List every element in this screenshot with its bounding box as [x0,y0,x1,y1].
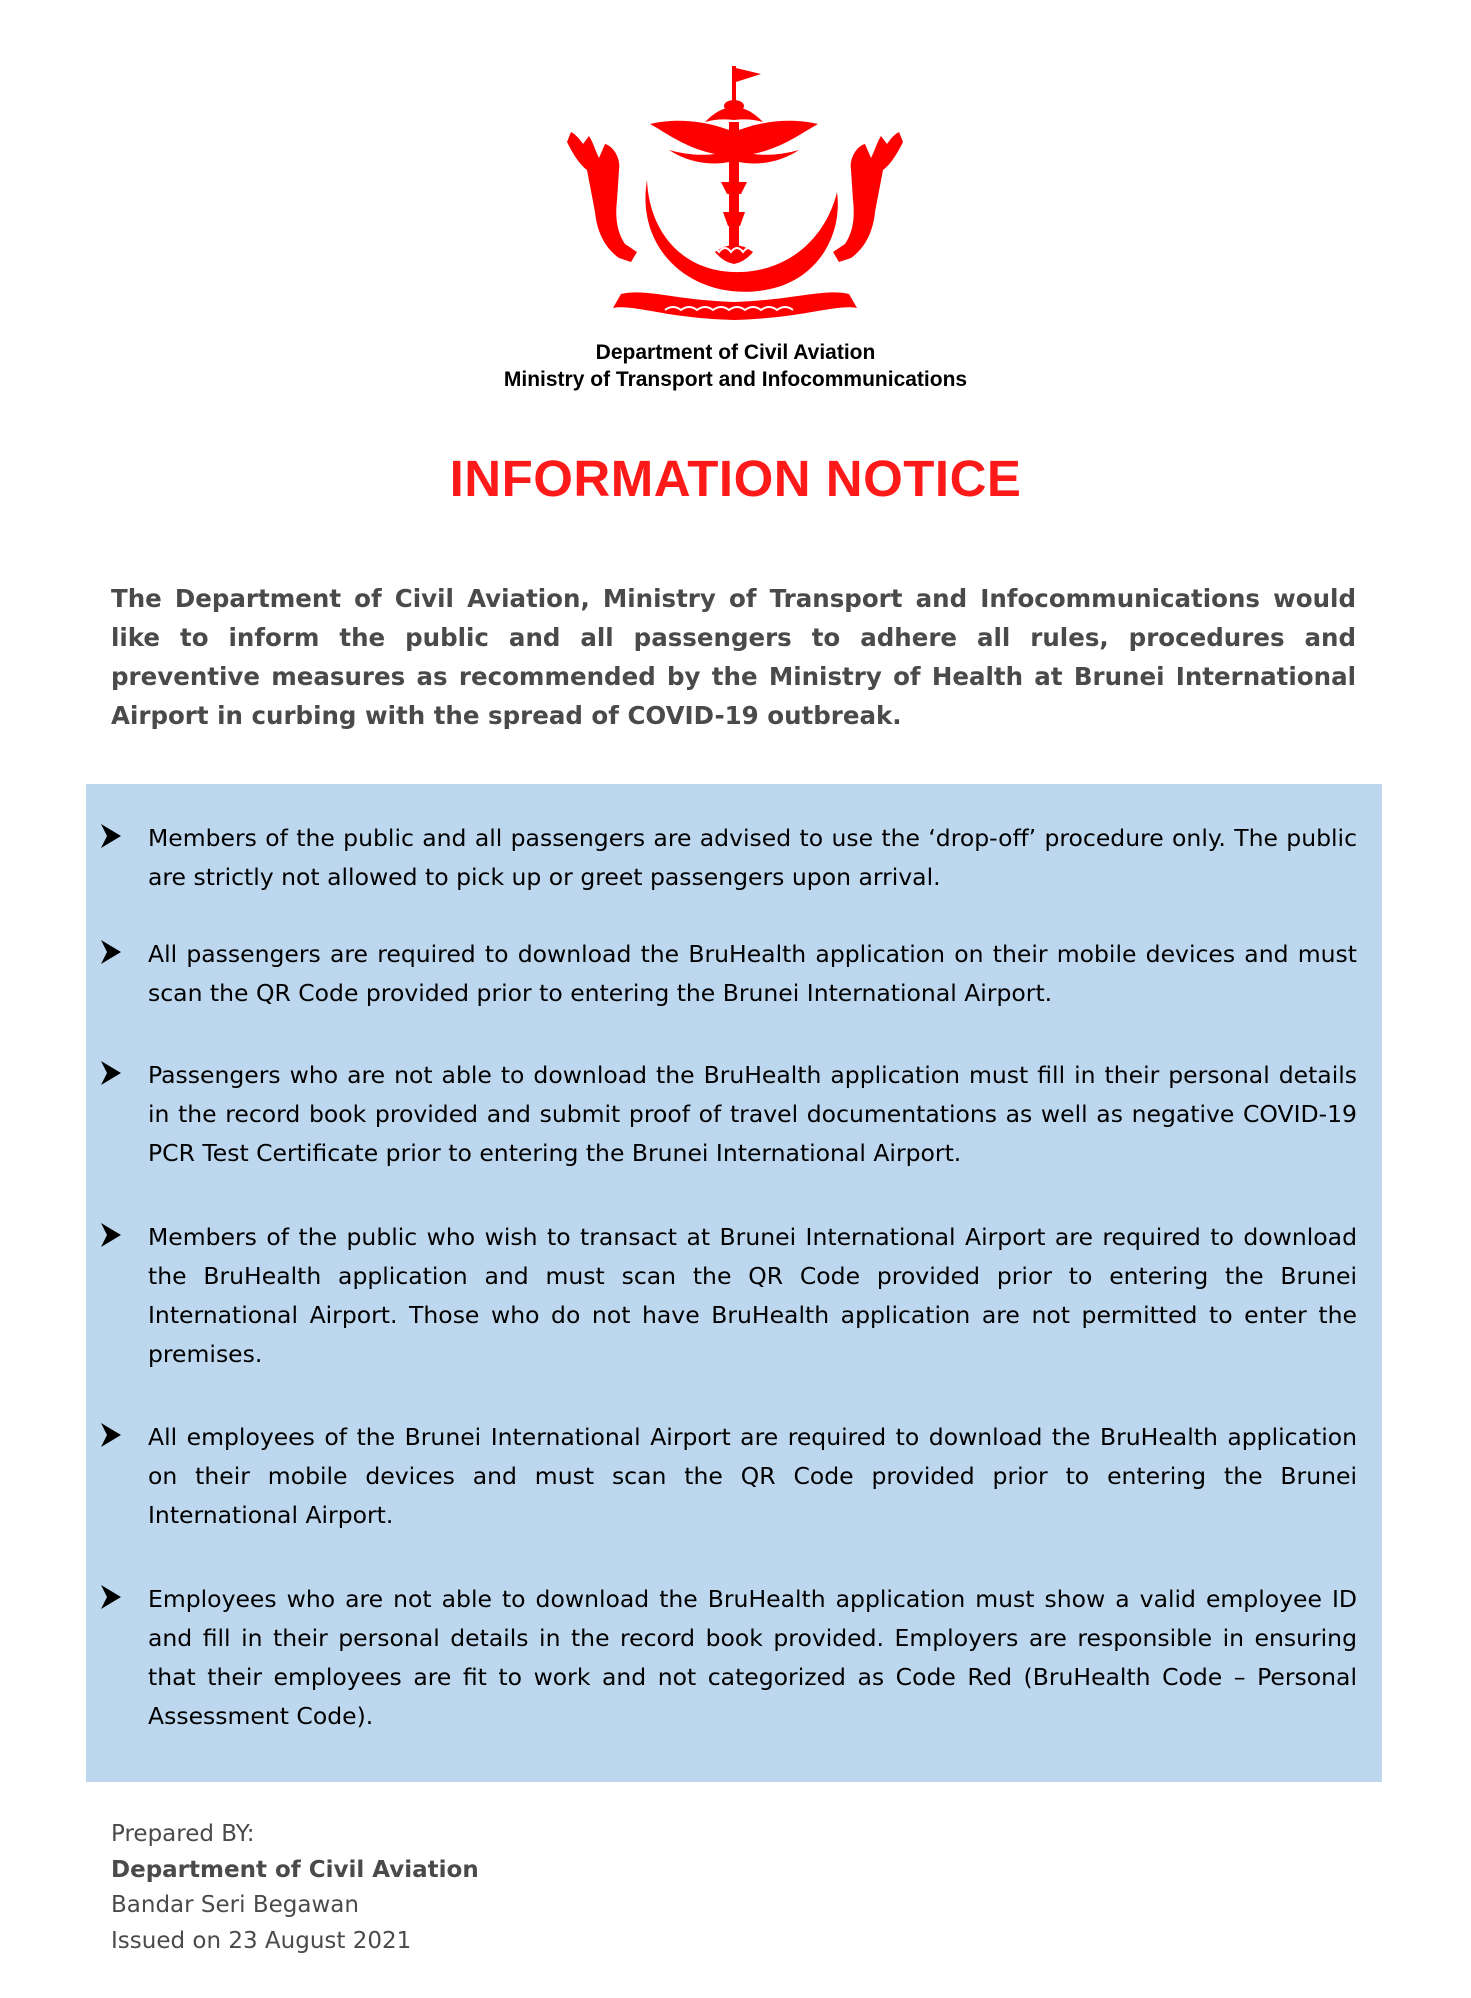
list-item-text: Members of the public who wish to transact at Brunei International Airport are required to download the BruHealth application and must scan the QR Code provided prior to entering the Brunei International Airport. Those who do not have BruHealth application are not permitted to enter the premises. [148,1223,1357,1368]
list-item-text: Members of the public and all passengers are advised to use the ‘drop-off’ procedure only. The public are strictly not allowed to pick up or greet passengers upon arrival. [148,824,1357,891]
footer-block [111,1817,479,1959]
list-item-text: Employees who are not able to download the BruHealth application must show a valid employee ID and fill in their personal details in the record book provided. Employers are responsible in ensuring that their employees are fit to work and not categorized as Code Red (BruHealth Code – Personal Assessment Code). [148,1585,1357,1730]
list-item-text: All passengers are required to download the BruHealth application on their mobile devices and must scan the QR Code provided prior to entering the Brunei International Airport. [148,940,1357,1007]
org-department: Department of Civil Aviation [595,341,876,364]
arrowhead-bullet-icon [100,823,122,849]
issued-date: Issued on 23 August 2021 [111,1927,412,1954]
notice-title: INFORMATION NOTICE [449,450,1022,507]
arrowhead-bullet-icon [100,939,122,965]
arrowhead-bullet-icon [100,1222,122,1248]
list-item-text: Passengers who are not able to download the BruHealth application must fill in their personal details in the record book provided and submit proof of travel documentations as well as negative COVID-19 PCR Test Certificate prior to entering the Brunei International Airport. [148,1061,1357,1167]
footer-department: Department of Civil Aviation [111,1856,479,1883]
list-item-text: All employees of the Brunei International Airport are required to download the BruHealth application on their mobile devices and must scan the QR Code provided prior to entering the Brunei International Airport. [148,1423,1357,1529]
prepared-by-label: Prepared BY: [111,1821,255,1847]
measures-box [86,784,1382,1782]
brunei-crest-icon [565,62,905,332]
arrowhead-bullet-icon [100,1584,122,1610]
footer-location: Bandar Seri Begawan [111,1892,359,1918]
arrowhead-bullet-icon [100,1060,122,1086]
arrowhead-bullet-icon [100,1422,122,1448]
org-ministry: Ministry of Transport and Infocommunications [503,368,968,391]
intro-paragraph: The Department of Civil Aviation, Ministry of Transport and Infocommunications would like to inform the public and all passengers to adhere all rules, procedures and preventive measures as recommended by the Ministry of Health at Brunei International Airport in curbing with the spread of COVID-19 outbreak. [111,584,1356,730]
